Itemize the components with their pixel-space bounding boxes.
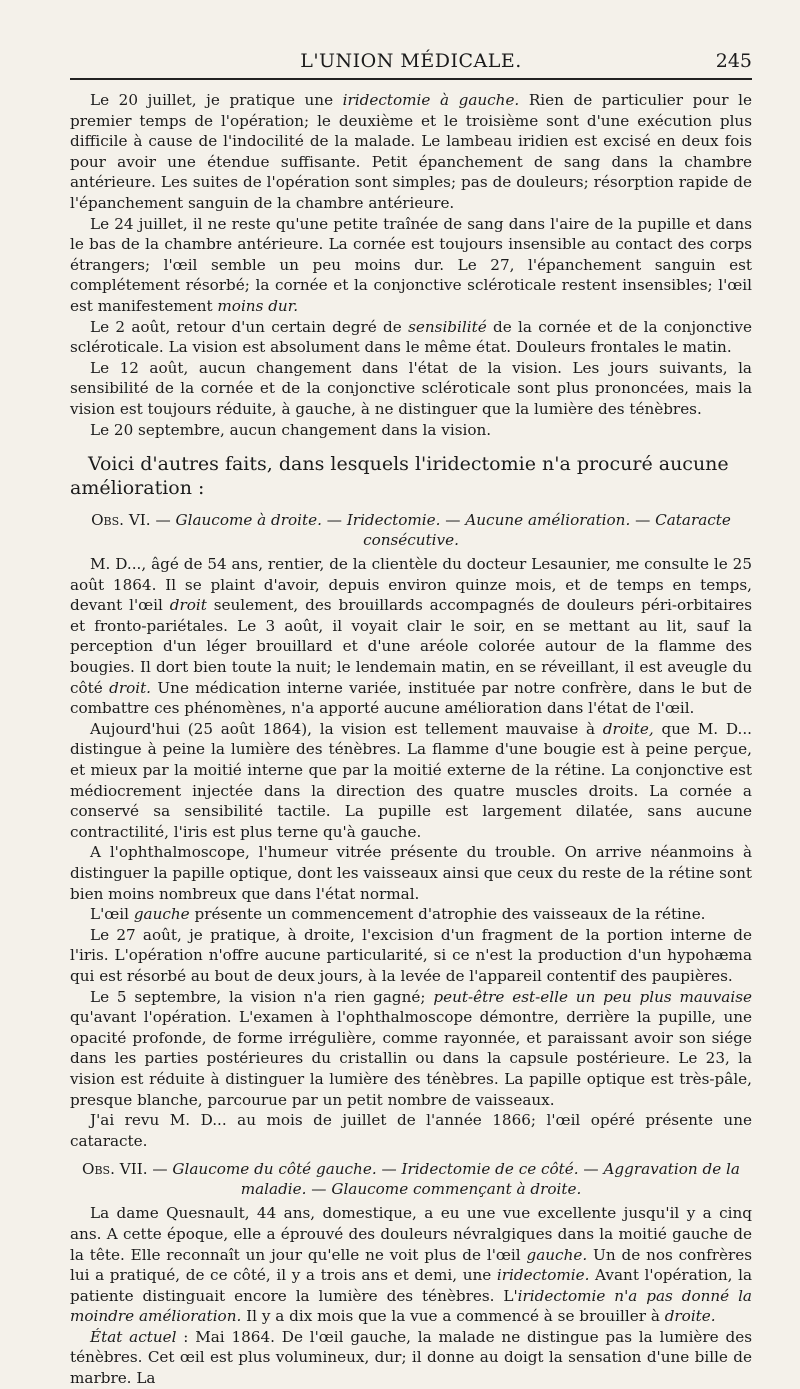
text-run: qu'avant l'opération. L'examen à l'ophthalmoscope démontre, derrière la pupille, une opacité profonde, de forme irrégulière, comme rayonnée, et paraissant avoir son siége dans les parties postérieures du cristallin ou dans la capsule postérieure. Le 23, la vision est réduite à distinguer la lumière des ténèbres. La papille optique est très-pâle, presque blanche, parcourue par un petit nombre de vaisseaux.	[70, 1008, 752, 1109]
paragraph-p9	[70, 904, 752, 925]
italic-text: Aucune amélioration.	[465, 511, 631, 530]
observation-label: Obs. VII.	[82, 1160, 148, 1179]
text-run: —	[150, 511, 176, 530]
italic-text: moins dur.	[217, 296, 299, 315]
text-run: Le 24 juillet, il ne reste qu'une petite traînée de sang dans l'aire de la pupille et dans le bas de la chambre antérieure. La cornée est toujours insensible au contact des corps étrangers; l'œil semble un peu moins dur. Le 27, l'épanchement sanguin est complétement résorbé; la cornée et la conjonctive scléroticale restent insensibles; l'œil est manifestement	[70, 214, 752, 315]
text-run: La dame Quesnault, 44 ans, domestique, a eu une vue excellente jusqu'il y a cinq ans. A cette époque, elle a éprouvé des douleurs névralgiques dans la moitié gauche de la tête. Elle reconnaît un jour qu'elle ne voit plus de l'œil	[70, 1204, 752, 1264]
paragraph-p10	[70, 925, 752, 987]
paragraph-p11	[70, 987, 752, 1111]
italic-text: peut-être est-elle un peu plus mauvaise	[433, 987, 752, 1006]
text-run: Voici d'autres faits, dans lesquels l'iridectomie n'a procuré aucune amélioration :	[70, 453, 729, 500]
paragraph-p3	[70, 317, 752, 358]
text-run: Il y a dix mois que la vue a commencé à se brouiller à	[241, 1307, 665, 1326]
paragraph-p5	[70, 420, 752, 441]
running-header	[70, 46, 752, 80]
text-run: Aujourd'hui (25 août 1864), la vision est tellement mauvaise à	[90, 719, 603, 738]
observation-heading-obs6	[70, 510, 752, 550]
section-heading	[70, 452, 752, 500]
text-run: Le 12 août, aucun changement dans l'état de la vision. Les jours suivants, la sensibilité de la cornée et de la conjonctive scléroticale sont plus prononcées, mais la vision est toujours réduite, à gauche, à ne distinguer que la lumière des ténèbres.	[70, 358, 752, 418]
text-run: présente un commencement d'atrophie des vaisseaux de la rétine.	[189, 905, 706, 924]
italic-text: Cataracte consécutive.	[363, 511, 731, 550]
text-run: que M. D... distingue à peine la lumière des ténèbres. La flamme d'une bougie est à peine perçue, et mieux par la moitié interne que par la moitié externe de la rétine. La conjonctive est médiocrement injectée dans la direction des quatre muscles droits. La cornée a conservé sa sensibilité tactile. La pupille est largement dilatée, sans aucune contractilité, l'iris est plus terne qu'à gauche.	[70, 719, 752, 841]
italic-text: Iridectomie.	[346, 511, 441, 530]
text-run: Le 5 septembre, la vision n'a rien gagné;	[90, 987, 434, 1006]
page-number: 245	[715, 50, 752, 72]
italic-text: État actuel	[90, 1327, 177, 1346]
italic-text: Glaucome à droite.	[175, 511, 322, 530]
text-run: —	[321, 511, 347, 530]
italic-text: gauche.	[526, 1245, 588, 1264]
paragraph-p2	[70, 214, 752, 317]
text-run: Le 27 août, je pratique, à droite, l'excision d'un fragment de la portion interne de l'iris. L'opération n'offre aucune particularité, si ce n'est la production d'un hypohæma qui est résorbé au bout de deux jours, à la levée de l'appareil contentif des paupières.	[70, 925, 752, 985]
text-run: Avant l'opération, la patiente distinguait encore la lumière des ténèbres. L'	[70, 1266, 752, 1305]
italic-text: sensibilité	[408, 317, 487, 336]
text-run: J'ai revu M. D... au mois de juillet de l'année 1866; l'œil opéré présente une cataracte.	[70, 1111, 752, 1150]
text-run: A l'ophthalmoscope, l'humeur vitrée présente du trouble. On arrive néanmoins à distinguer la papille optique, dont les vaisseaux ainsi que ceux du reste de la rétine sont bien moins nombreux que dans l'état normal.	[70, 843, 752, 903]
text-run: Un de nos confrères lui a pratiqué, de ce côté, il y a trois ans et demi, une	[70, 1245, 752, 1285]
paragraph-p13	[70, 1203, 752, 1327]
observation-heading-obs7	[70, 1159, 752, 1199]
italic-text: iridectomie n'a pas donné la moindre amélioration.	[70, 1286, 752, 1326]
text-run: —	[376, 1160, 402, 1179]
text-run: Le 20 septembre, aucun changement dans la vision.	[90, 420, 492, 439]
italic-text: iridectomie à gauche.	[342, 91, 520, 109]
italic-text: Iridectomie de ce côté.	[401, 1160, 579, 1179]
text-run: de la cornée et de la conjonctive scléroticale. La vision est absolument dans le même état. Douleurs frontales le matin.	[70, 317, 752, 357]
text-run: Une médication interne variée, instituée par notre confrère, dans le but de combattre ces phénomènes, n'a apporté aucune amélioration dans l'état de l'œil.	[70, 678, 752, 718]
text-run: —	[306, 1180, 332, 1199]
text-run: M. D..., âgé de 54 ans, rentier, de la clientèle du docteur Lesaunier, me consulte le 25 août 1864. Il se plaint d'avoir, depuis environ quinze mois, et de temps en temps, devant l'œil	[70, 555, 752, 615]
italic-text: gauche	[133, 905, 190, 924]
text-run: Le 2 août, retour d'un certain degré de	[90, 317, 409, 336]
italic-text: droit	[169, 596, 207, 615]
paragraph-p12	[70, 1110, 752, 1151]
paragraph-p8	[70, 842, 752, 904]
italic-text: droite,	[602, 719, 654, 738]
text-run: Rien de particulier pour le premier temps de l'opération; le deuxième et le troisième sont d'une exécution plus difficile à cause de l'indocilité de la malade. Le lambeau iridien est excisé en deux fois pour avoir une étendue suffisante. Petit épanchement de sang dans la chambre antérieure. Les suites de l'opération sont simples; pas de douleurs; résorption rapide de l'épanchement sanguin de la chambre antérieure.	[70, 91, 752, 212]
text-run: : Mai 1864. De l'œil gauche, la malade ne distingue pas la lumière des ténèbres. Cet œil est plus volumineux, dur; il donne au doigt la sensation d'une bille de marbre. La	[70, 1327, 752, 1388]
text-run: L'œil	[90, 905, 134, 924]
text-run: —	[147, 1160, 173, 1179]
observation-label: Obs. VI.	[91, 511, 151, 530]
italic-text: Glaucome du côté gauche.	[172, 1160, 377, 1179]
text-run: —	[440, 511, 466, 530]
paragraph-p4	[70, 358, 752, 420]
paragraph-p1	[70, 90, 752, 214]
text-run: —	[630, 511, 656, 530]
paragraph-p7	[70, 719, 752, 843]
article-body	[70, 90, 752, 1389]
paragraph-p14	[70, 1327, 752, 1389]
text-run: seulement, des brouillards accompagnés de douleurs péri-orbitaires et fronto-pariétales. Le 3 août, il voyait clair le soir, en se mettant au lit, sauf la perception d'un léger brouillard et d'une aréole colorée autour de la flamme des bougies. Il dort bien toute la nuit; le lendemain matin, en se réveillant, il est aveugle du côté	[70, 596, 752, 697]
journal-title: L'UNION MÉDICALE.	[300, 50, 522, 72]
italic-text: Aggravation de la maladie.	[240, 1160, 740, 1199]
paragraph-p6	[70, 554, 752, 719]
italic-text: droit.	[109, 678, 152, 697]
text-run: Le 20 juillet, je pratique une	[90, 91, 343, 109]
italic-text: iridectomie.	[496, 1266, 590, 1285]
italic-text: Glaucome commençant à droite.	[331, 1180, 582, 1199]
text-run: —	[578, 1160, 604, 1179]
italic-text: droite.	[664, 1307, 716, 1326]
